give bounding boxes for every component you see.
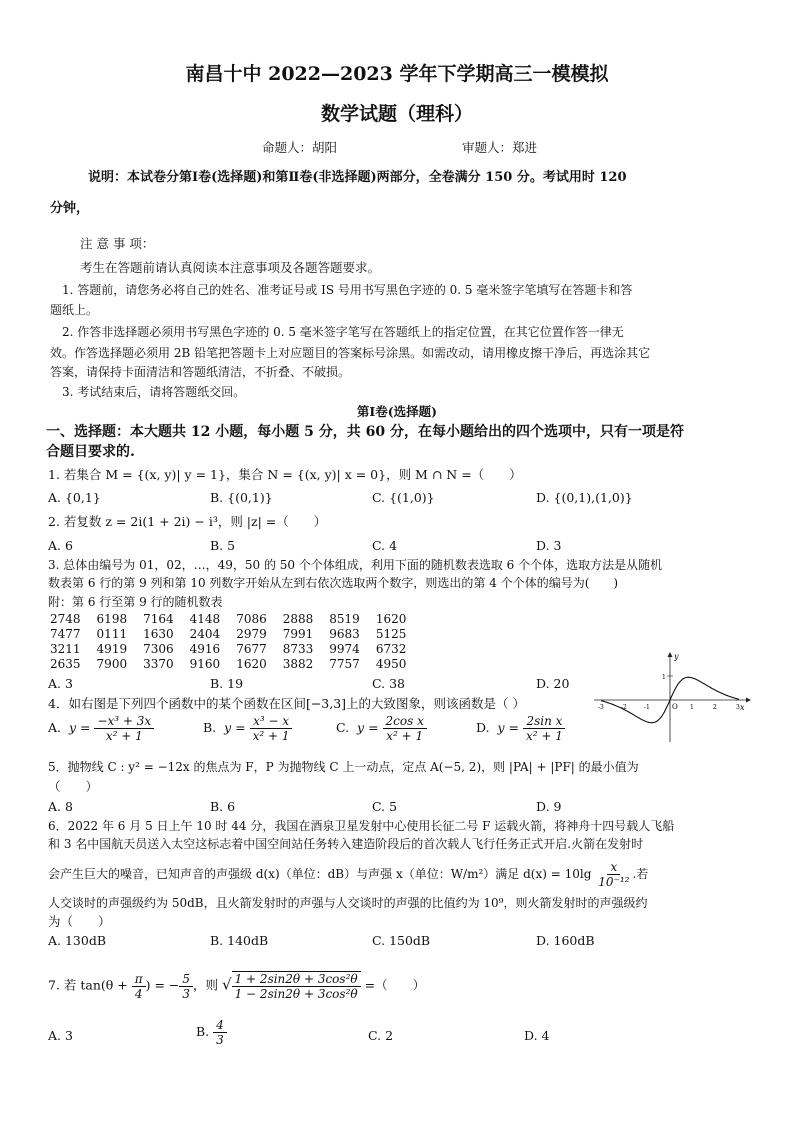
q3-stem1: 3. 总体由编号为 01，02，…，49，50 的 50 个个体组成，利用下面的随机数表选取 6 个个体，选取方法是从随机 xyxy=(48,558,663,572)
q5-paren: （ ） xyxy=(48,779,99,794)
table-cell: 2404 xyxy=(189,627,221,641)
x-label: x xyxy=(740,703,745,712)
q3-table-caption: 附：第 6 行至第 9 行的随机数表 xyxy=(48,595,223,609)
table-cell: 8733 xyxy=(282,642,314,656)
table-cell: 2888 xyxy=(282,612,314,626)
q6-line3: 会产生巨大的噪音，已知声音的声强级 d(x)（单位：dB）与声强 x（单位：W/m²）满足 d(x) = 10lg $\frac{x}{\text{10⁻¹²}}$ .若 xyxy=(48,860,649,889)
random-number-table xyxy=(50,612,422,672)
table-cell: 2748 xyxy=(50,612,81,626)
setter: 命题人：胡阳 xyxy=(262,140,338,155)
table-cell: 6732 xyxy=(375,642,407,656)
note1a: 1. 答题前，请您务必将自己的姓名、准考证号或 IS 号用书写黑色字迹的 0. 5 毫米签字笔填写在答题卡和答 xyxy=(62,283,633,297)
table-row xyxy=(50,642,422,657)
x-tick-label: -2 xyxy=(621,704,627,711)
x-tick-label: 3 xyxy=(736,704,740,711)
note2b: 效。作答选择题必须用 2B 铅笔把答题卡上对应题目的答案标号涂黑。如需改动，请用橡皮擦干净后，再选涂其它 xyxy=(50,346,651,360)
q6-option-d: D. 160dB xyxy=(536,933,595,948)
table-cell: 5125 xyxy=(375,627,407,641)
q6-option-a: A. 130dB xyxy=(48,933,107,948)
q3-option-b: B. 19 xyxy=(210,676,244,691)
table-cell: 9974 xyxy=(329,642,360,656)
table-cell: 3211 xyxy=(50,642,81,656)
table-cell: 6198 xyxy=(96,612,128,626)
q6-line2: 和 3 名中国航天员送入太空这标志着中国空间站任务转入建造阶段后的首次载人飞行任务正式开启.火箭在发射时 xyxy=(48,837,644,851)
table-cell: 1620 xyxy=(236,657,267,671)
q7-option-b: B. $\frac{4}{3}$ xyxy=(196,1018,227,1047)
q4-option-c: C. y = $\frac{\text{2cos x}}{\text{x² + 1}}$ xyxy=(336,714,427,743)
table-cell: 7164 xyxy=(143,612,174,626)
q2-option-a: A. 6 xyxy=(48,538,73,553)
x-tick-label: -1 xyxy=(644,704,650,711)
table-row xyxy=(50,627,422,642)
origin-label: O xyxy=(672,703,678,711)
q6-option-b: B. 140dB xyxy=(210,933,269,948)
q1-option-d: D. {(0,1),(1,0)} xyxy=(536,490,633,505)
q2-option-c: C. 4 xyxy=(372,538,398,553)
page-subtitle: 数学试题（理科） xyxy=(320,103,473,125)
q1-option-b: B. {(0,1)} xyxy=(210,490,273,505)
notes-line0: 考生在答题前请认真阅读本注意事项及各题答题要求。 xyxy=(80,260,381,275)
table-cell: 4919 xyxy=(96,642,128,656)
q5-option-c: C. 5 xyxy=(372,799,398,814)
notes-heading: 注 意 事 项： xyxy=(80,236,155,251)
table-cell: 3882 xyxy=(282,657,314,671)
x-tick-label: 1 xyxy=(690,704,694,711)
q4-option-a: A. y = $\frac{\text{−x³ + 3x}}{\text{x² + 1}}$ xyxy=(48,714,154,743)
y-axis-arrow-icon xyxy=(668,652,673,657)
intro-line1: 说明：本试卷分第Ⅰ卷(选择题)和第Ⅱ卷(非选择题)两部分，全卷满分 150 分。考试用时 120 xyxy=(88,170,627,185)
q6-line1: 6．2022 年 6 月 5 日上午 10 时 44 分，我国在酒泉卫星发射中心使用长征二号 F 运载火箭，将神舟十四号载人飞船 xyxy=(48,819,675,833)
q1-stem: 1. 若集合 M = {(x, y)| y = 1}，集合 N = {(x, y)| x = 0}，则 M ∩ N =（ ） xyxy=(48,467,522,482)
q3-option-a: A. 3 xyxy=(48,676,73,691)
table-cell: 7306 xyxy=(143,642,174,656)
q3-option-c: C. 38 xyxy=(372,676,405,691)
q1-option-c: C. {(1,0)} xyxy=(372,490,435,505)
table-cell: 7086 xyxy=(236,612,267,626)
table-cell: 2979 xyxy=(236,627,267,641)
q7-option-c: C. 2 xyxy=(368,1028,394,1043)
table-cell: 4148 xyxy=(189,612,221,626)
note2a: 2. 作答非选择题必须用书写黑色字迹的 0. 5 毫米签字笔写在答题纸上的指定位置，在其它位置作答一律无 xyxy=(62,325,624,339)
x-tick-label: 2 xyxy=(713,704,717,711)
x-axis-arrow-icon xyxy=(746,698,751,703)
q1-option-a: A. {0,1} xyxy=(48,490,101,505)
table-cell: 1620 xyxy=(375,612,407,626)
q4-graph xyxy=(592,650,752,745)
note2c: 答案，请保持卡面清洁和答题纸清洁，不折叠、不破损。 xyxy=(50,365,351,379)
q3-stem2: 数表第 6 行的第 9 列和第 10 列数字开始从左到右依次选取两个数字，则选出的第 4 个个体的编号为( ) xyxy=(48,576,619,590)
table-cell: 9683 xyxy=(329,627,360,641)
reviewer: 审题人：郑进 xyxy=(462,140,538,155)
x-tick-label: -3 xyxy=(598,704,604,711)
q5-option-d: D. 9 xyxy=(536,799,562,814)
q3-option-d: D. 20 xyxy=(536,676,570,691)
table-cell: 7677 xyxy=(236,642,267,656)
table-cell: 7477 xyxy=(50,627,81,641)
table-cell: 7991 xyxy=(282,627,314,641)
intro-line2: 分钟， xyxy=(50,201,90,216)
q7-stem: 7. 若 tan(θ + $\frac{\pi}{4}$ ) = − $\frac{5}{3}$ ，则 √ $\frac{\text{1 + 2sin2θ + 3cos²θ}}{\text{1 − 2sin2θ + 3cos²θ}}$ =（ ） xyxy=(48,971,426,1001)
table-cell: 7900 xyxy=(96,657,128,671)
q6-line4: 人交谈时的声强级约为 50dB，且火箭发射时的声强与人交谈时的声强的比值约为 10⁹，则火箭发射时的声强级约 xyxy=(48,896,648,910)
table-cell: 0111 xyxy=(96,627,128,641)
table-row xyxy=(50,612,422,627)
q6-line5: 为（ ） xyxy=(48,914,111,929)
part1-title: 第Ⅰ卷(选择题) xyxy=(356,404,438,419)
table-cell: 3370 xyxy=(143,657,174,671)
table-cell: 4950 xyxy=(375,657,407,671)
table-cell: 1630 xyxy=(143,627,174,641)
table-cell: 2635 xyxy=(50,657,81,671)
page-title: 南昌十中 2022—2023 学年下学期高三一模模拟 xyxy=(185,63,609,85)
table-cell: 9160 xyxy=(189,657,221,671)
q6-option-c: C. 150dB xyxy=(372,933,431,948)
note3: 3. 考试结束后，请将答题纸交回。 xyxy=(62,385,246,399)
y-label: y xyxy=(674,652,679,661)
q7-option-a: A. 3 xyxy=(48,1028,73,1043)
part1-instr1: 一、选择题：本大题共 12 小题，每小题 5 分，共 60 分，在每小题给出的四个选项中，只有一项是符 xyxy=(46,424,684,440)
q5-option-a: A. 8 xyxy=(48,799,73,814)
q7-option-d: D. 4 xyxy=(524,1028,550,1043)
q4-option-d: D. y = $\frac{\text{2sin x}}{\text{x² + 1}}$ xyxy=(476,714,566,743)
q5-stem: 5．抛物线 C : y² = −12x 的焦点为 F，P 为抛物线 C 上一动点，定点 A(−5, 2)，则 |PA| + |PF| 的最小值为 xyxy=(48,760,639,774)
table-cell: 8519 xyxy=(329,612,360,626)
q2-option-b: B. 5 xyxy=(210,538,236,553)
table-cell: 4916 xyxy=(189,642,221,656)
table-cell: 7757 xyxy=(329,657,360,671)
q5-option-b: B. 6 xyxy=(210,799,236,814)
table-row xyxy=(50,657,422,672)
note1b: 题纸上。 xyxy=(50,303,99,317)
q4-option-b: B. y = $\frac{\text{x³ − x}}{\text{x² + 1}}$ xyxy=(203,714,293,743)
q2-option-d: D. 3 xyxy=(536,538,562,553)
q2-stem: 2. 若复数 z = 2i(1 + 2i) − i³，则 |z| =（ ） xyxy=(48,514,327,529)
y-one-label: 1 xyxy=(662,674,666,681)
part1-instr2: 合题目要求的. xyxy=(46,444,135,460)
q4-stem: 4．如右图是下列四个函数中的某个函数在区间[−3,3]上的大致图象，则该函数是（ ） xyxy=(48,696,526,711)
